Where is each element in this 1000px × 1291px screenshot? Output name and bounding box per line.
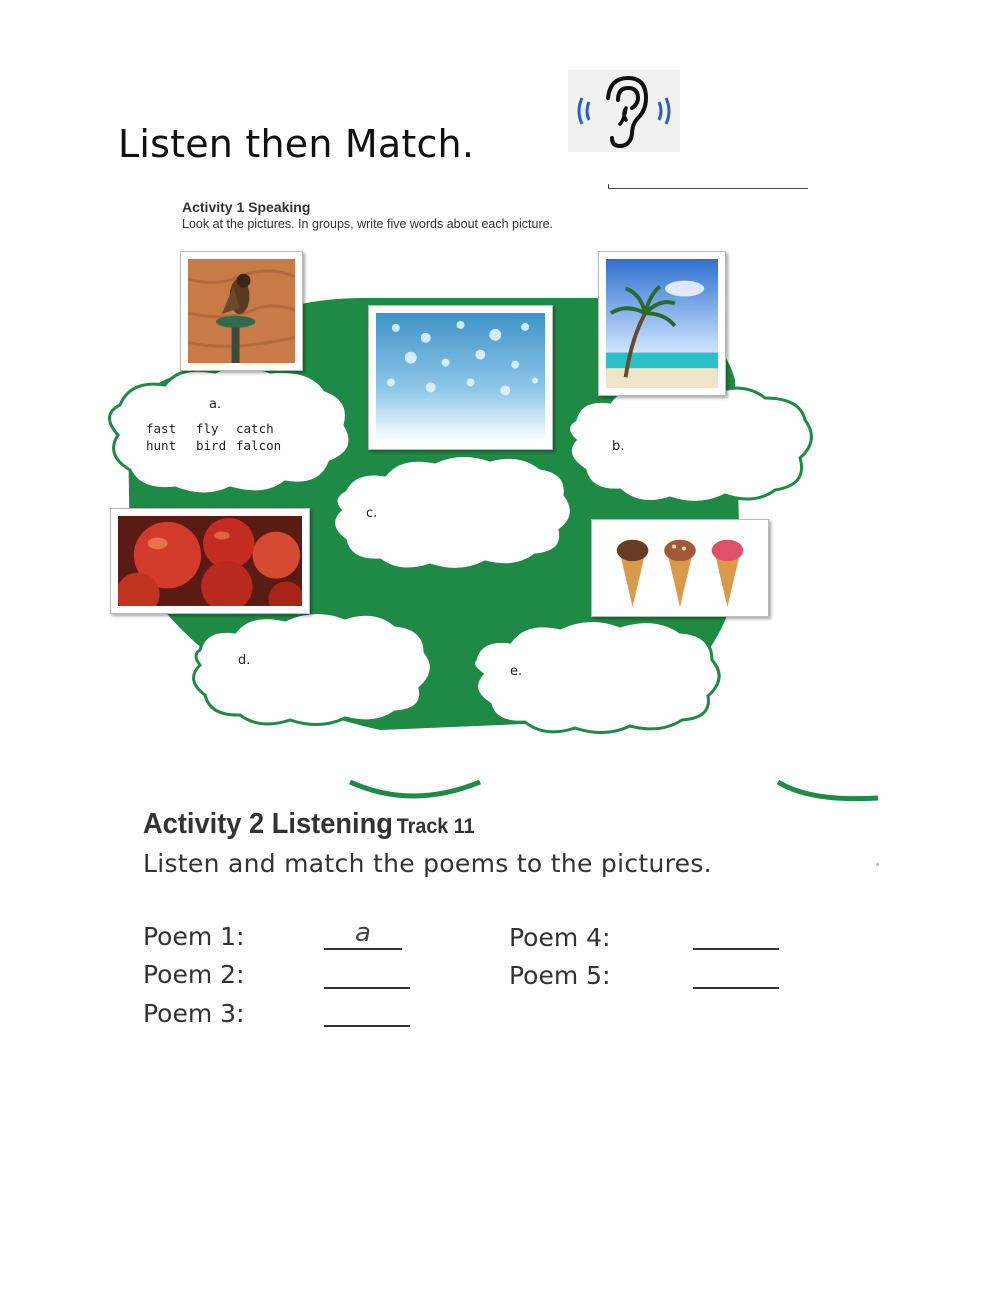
cloud-d-letter: d. bbox=[238, 653, 251, 668]
poem-5-answer[interactable] bbox=[693, 957, 779, 989]
poem-2-answer[interactable] bbox=[324, 957, 410, 989]
activity1-title: Activity 1 Speaking bbox=[182, 199, 311, 215]
activity2-title bbox=[143, 808, 475, 841]
snowflakes-photo bbox=[368, 305, 553, 450]
poem-1-answer[interactable]: a bbox=[324, 918, 402, 950]
poem-5-label: Poem 5: bbox=[509, 961, 611, 990]
cloud-e-letter: e. bbox=[510, 664, 523, 679]
track-label: Track 11 bbox=[396, 815, 475, 838]
icecream-photo bbox=[591, 519, 769, 617]
word: hunt bbox=[146, 438, 177, 453]
activity2-title-text: Activity 2 Listening bbox=[143, 808, 393, 840]
poem-1-label: Poem 1: bbox=[143, 922, 245, 951]
cloud-b bbox=[569, 383, 812, 502]
word: fast bbox=[146, 421, 177, 436]
poem-4-label: Poem 4: bbox=[509, 923, 611, 952]
activity1-instructions: Look at the pictures. In groups, write five words about each picture. bbox=[182, 217, 554, 231]
poem-3-answer[interactable] bbox=[324, 995, 410, 1027]
beach-photo bbox=[598, 251, 726, 396]
poem-3-label: Poem 3: bbox=[143, 999, 245, 1028]
cloud-a-words bbox=[146, 421, 296, 453]
activity2-instructions: Listen and match the poems to the pictures. bbox=[143, 849, 712, 878]
poem-4-answer[interactable] bbox=[693, 918, 779, 950]
cloud-a-letter: a. bbox=[209, 397, 222, 412]
poem-2-label: Poem 2: bbox=[143, 960, 245, 989]
word: catch bbox=[236, 421, 274, 436]
cloud-c-letter: c. bbox=[366, 506, 378, 521]
page-title: Listen then Match. bbox=[118, 122, 475, 166]
word: fly bbox=[196, 421, 219, 436]
speck bbox=[876, 863, 879, 866]
apples-photo bbox=[110, 508, 310, 614]
word: bird bbox=[196, 438, 227, 453]
decorative-arcs bbox=[0, 780, 1000, 810]
falcon-photo bbox=[180, 251, 303, 371]
cloud-b-letter: b. bbox=[612, 439, 625, 454]
word: falcon bbox=[236, 438, 282, 453]
